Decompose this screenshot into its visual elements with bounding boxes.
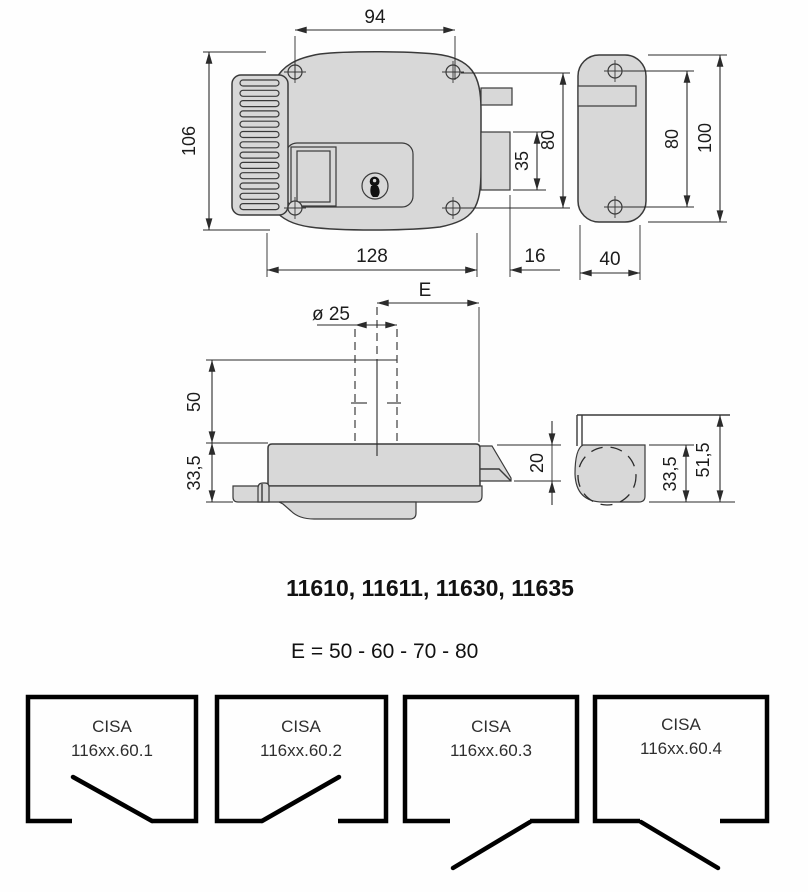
main-bolt <box>481 132 510 190</box>
dim-label-335-plan: 33,5 <box>184 455 204 491</box>
lower-housing <box>279 502 416 519</box>
variant-model-4: 116xx.60.4 <box>640 739 722 758</box>
strike-plate <box>578 55 646 222</box>
keeper-box <box>575 445 645 502</box>
strike-slot <box>578 86 636 106</box>
dim-label-335-keeper: 33,5 <box>660 456 680 492</box>
dim-label-35: 35 <box>512 150 532 172</box>
slide-button-inner <box>297 151 330 202</box>
left-latch-detail <box>258 483 269 502</box>
dim-label-106: 106 <box>179 125 199 157</box>
variant-model-3: 116xx.60.3 <box>450 741 532 760</box>
dim-label-50: 50 <box>184 391 204 413</box>
key-icon <box>370 177 380 197</box>
variant-brand-1: CISA <box>92 717 132 736</box>
variant-model-1: 116xx.60.1 <box>71 741 153 760</box>
dim-label-80-strike: 80 <box>662 128 682 150</box>
variant-brand-2: CISA <box>281 717 321 736</box>
dim-label-100: 100 <box>695 122 715 154</box>
dim-label-20: 20 <box>527 452 547 474</box>
ribbed-grille <box>232 75 288 215</box>
dim-label-80-front: 80 <box>538 129 558 151</box>
dim-label-E: E <box>418 280 432 301</box>
aux-latch <box>481 88 512 105</box>
dim-label-dia25: ø 25 <box>311 304 350 325</box>
variant-brand-4: CISA <box>661 715 701 734</box>
backset-options: E = 50 - 60 - 70 - 80 <box>291 640 479 663</box>
dim-label-128: 128 <box>356 246 388 267</box>
dim-label-515: 51,5 <box>693 442 713 478</box>
variant-brand-3: CISA <box>471 717 511 736</box>
dim-label-94: 94 <box>364 7 386 28</box>
mounting-plate <box>233 486 482 502</box>
dim-label-40: 40 <box>599 249 621 270</box>
product-codes: 11610, 11611, 11630, 11635 <box>286 575 574 601</box>
case-top <box>268 444 480 486</box>
variant-model-2: 116xx.60.2 <box>260 741 342 760</box>
dim-label-16: 16 <box>524 246 546 267</box>
